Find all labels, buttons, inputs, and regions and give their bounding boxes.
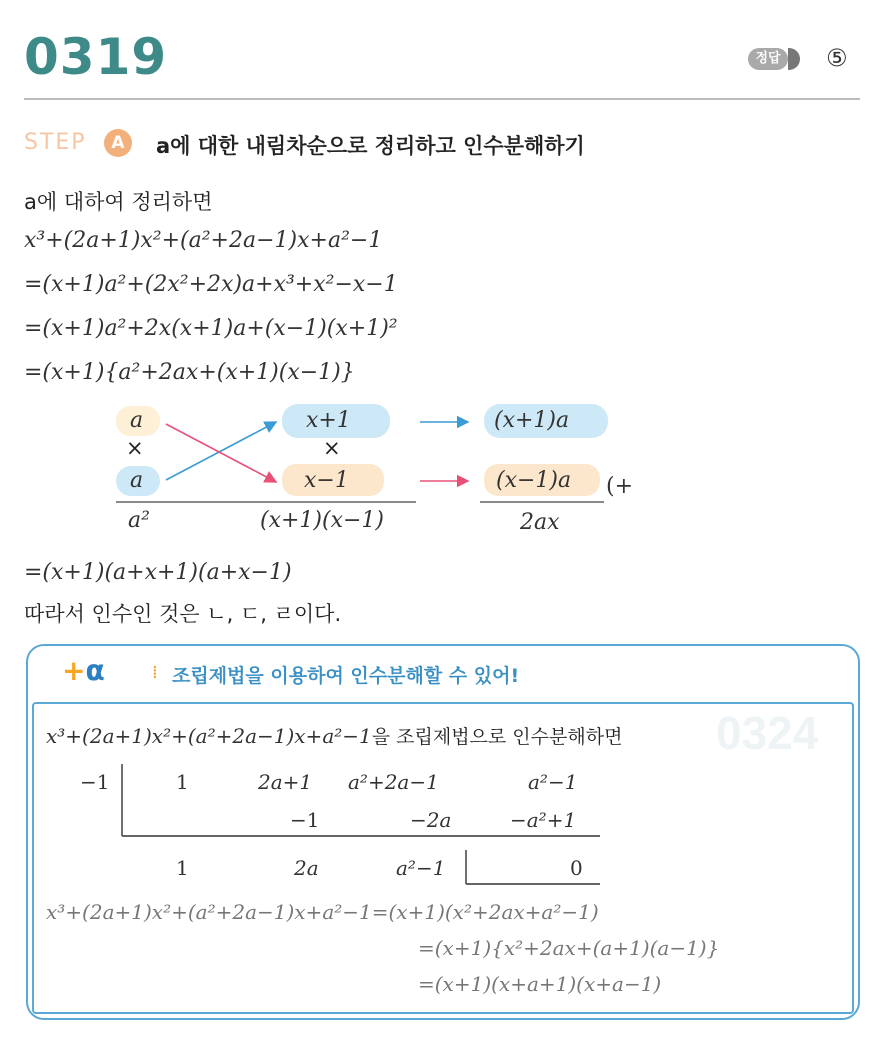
synthetic-row2-c2: −2a — [410, 808, 452, 832]
synthetic-divisor: −1 — [80, 770, 110, 794]
cross-left-top: a — [130, 408, 144, 433]
synthetic-row3-c0: 1 — [176, 856, 189, 880]
alpha-icon: α — [85, 654, 105, 687]
step-title: a에 대한 내림차순으로 정리하고 인수분해하기 — [156, 134, 585, 158]
synthetic-row1-c0: 1 — [176, 770, 189, 794]
synthetic-row2-c3: −a²+1 — [510, 808, 577, 832]
box-intro-text: 을 조립제법으로 인수분해하면 — [371, 726, 623, 748]
box-title-divider: ⁞ — [152, 662, 158, 683]
cross-left-times: × — [126, 436, 144, 460]
plus-icon: + — [62, 654, 86, 687]
box-final-line-1: x³+(2a+1)x²+(a²+2a−1)x+a²−1=(x+1)(x²+2ax+a²−1) — [46, 900, 599, 924]
problem-number: 0319 — [24, 28, 168, 86]
cross-mid-bottom: x−1 — [304, 468, 349, 493]
cross-right-bottom: (x−1)a — [496, 468, 572, 493]
answer-badge: 정답 — [748, 48, 788, 70]
synthetic-row3-c2: a²−1 — [396, 856, 446, 880]
cross-sum-mid: (x+1)(x−1) — [260, 508, 385, 533]
answer-value: ⑤ — [826, 44, 848, 72]
cross-sum-left: a² — [128, 508, 150, 533]
synthetic-row1-c3: a²−1 — [528, 770, 578, 794]
cross-sum-right: 2ax — [520, 510, 560, 535]
solution-intro: a에 대하여 정리하면 — [24, 190, 213, 214]
cross-right-top: (x+1)a — [494, 408, 570, 433]
synthetic-row2-c1: −1 — [290, 808, 320, 832]
cross-mid-times: × — [323, 436, 341, 460]
solution-line-3: =(x+1)a²+2x(x+1)a+(x−1)(x+1)² — [24, 316, 398, 341]
solution-line-4: =(x+1){a²+2ax+(x+1)(x−1)} — [24, 360, 355, 385]
synthetic-row3-c1: 2a — [294, 856, 319, 880]
box-final-line-2: =(x+1){x²+2ax+(a+1)(a−1)} — [418, 936, 720, 960]
bleed-through-number: 0324 — [716, 707, 819, 759]
cross-mid-top: x+1 — [306, 408, 351, 433]
cross-left-bottom: a — [130, 468, 144, 493]
step-tag: STEP — [24, 130, 87, 155]
box-intro-expression: x³+(2a+1)x²+(a²+2a−1)x+a²−1 — [46, 724, 372, 748]
solution-conclusion: 따라서 인수인 것은 ㄴ, ㄷ, ㄹ이다. — [24, 602, 342, 626]
synthetic-row1-c1: 2a+1 — [258, 770, 313, 794]
solution-line-1: x³+(2a+1)x²+(a²+2a−1)x+a²−1 — [24, 228, 383, 253]
cross-plus: (+ — [606, 474, 634, 499]
box-final-line-3: =(x+1)(x+a+1)(x+a−1) — [418, 972, 662, 996]
synthetic-row1-c2: a²+2a−1 — [348, 770, 439, 794]
plus-alpha-title: 조립제법을 이용하여 인수분해할 수 있어! — [172, 665, 520, 687]
solution-result: =(x+1)(a+x+1)(a+x−1) — [24, 560, 292, 585]
solution-line-2: =(x+1)a²+(2x²+2x)a+x³+x²−x−1 — [24, 272, 398, 297]
step-letter-badge: A — [104, 129, 132, 157]
synthetic-row3-c3: 0 — [570, 856, 583, 880]
